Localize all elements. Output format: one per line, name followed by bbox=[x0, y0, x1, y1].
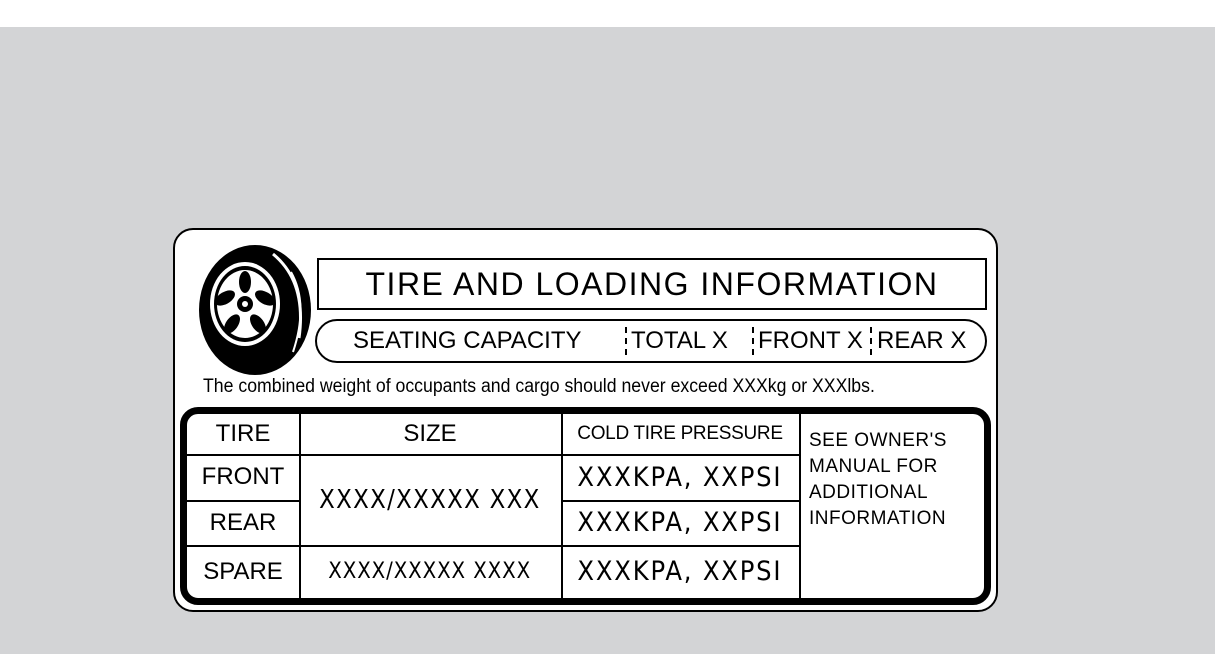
row-label-rear: REAR bbox=[209, 508, 277, 536]
front-pressure-text: XXXKPA, XXPSI bbox=[577, 461, 783, 493]
spare-pressure-text: XXXKPA, XXPSI bbox=[577, 556, 783, 587]
owners-manual-note bbox=[799, 428, 984, 532]
front-pressure bbox=[561, 454, 799, 500]
front-rear-size-text: XXXX/XXXXX XXX bbox=[319, 484, 541, 515]
header-cold-tire-pressure: COLD TIRE PRESSURE bbox=[577, 423, 783, 444]
seating-capacity-bar bbox=[315, 319, 987, 363]
tire-loading-placard bbox=[173, 228, 998, 612]
front-rear-size bbox=[299, 454, 561, 545]
spare-size bbox=[299, 545, 561, 598]
header-tire: TIRE bbox=[215, 420, 271, 447]
tire-wheel-icon bbox=[195, 242, 315, 378]
owners-manual-note-line: ADDITIONAL bbox=[809, 482, 929, 503]
tire-table-frame bbox=[180, 407, 991, 605]
owners-manual-note-line: SEE OWNER'S bbox=[809, 430, 947, 451]
owners-manual-note-line: MANUAL FOR bbox=[809, 456, 938, 477]
owners-manual-note-line: INFORMATION bbox=[809, 508, 947, 529]
placard-title: TIRE AND LOADING INFORMATION bbox=[317, 258, 987, 310]
spare-pressure bbox=[561, 545, 799, 598]
row-label-spare: SPARE bbox=[203, 557, 283, 585]
seating-divider bbox=[752, 327, 754, 355]
header-size: SIZE bbox=[403, 420, 457, 447]
tire-table bbox=[187, 414, 984, 598]
seating-divider bbox=[625, 327, 627, 355]
rear-pressure bbox=[561, 500, 799, 545]
seating-capacity-caption: SEATING CAPACITY bbox=[353, 327, 582, 354]
row-label-front: FRONT bbox=[201, 463, 285, 490]
seating-front: FRONT X bbox=[758, 327, 863, 354]
seating-total: TOTAL X bbox=[631, 327, 728, 354]
seating-rear: REAR X bbox=[877, 327, 967, 354]
rear-pressure-text: XXXKPA, XXPSI bbox=[577, 507, 783, 538]
weight-limit-note: The combined weight of occupants and cargo should never exceed XXXkg or XXXlbs. bbox=[203, 376, 875, 397]
seating-divider bbox=[870, 327, 872, 355]
spare-size-text: XXXX/XXXXX XXXX bbox=[328, 559, 532, 584]
